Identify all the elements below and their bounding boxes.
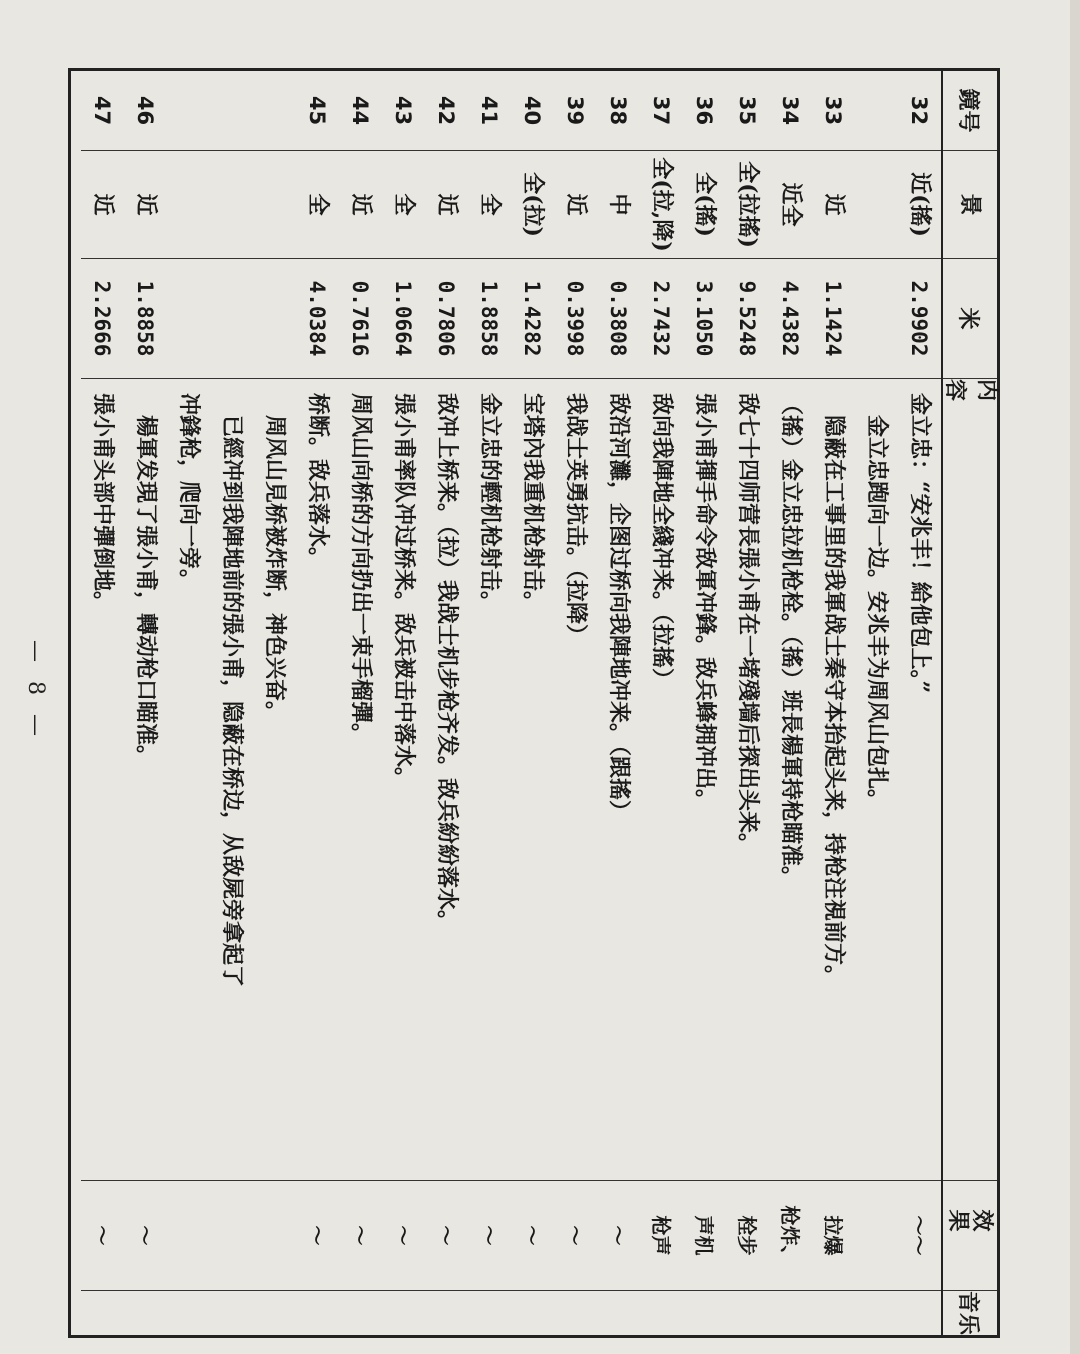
shot-table: [68, 68, 1000, 1338]
cell-shot: 近: [124, 151, 167, 259]
cell-no: 38: [597, 71, 640, 151]
cell-music: [640, 1291, 683, 1335]
cell-shot: 近: [425, 151, 468, 259]
header-shot: 景: [943, 151, 997, 259]
cell-meters: 4.0384: [296, 259, 339, 379]
cell-shot: 全(拉): [511, 151, 554, 259]
cell-music: [812, 1291, 855, 1335]
cell-effects: ～: [296, 1181, 339, 1291]
cell-effects: ～: [554, 1181, 597, 1291]
cell-shot: 近: [339, 151, 382, 259]
cell-music: [683, 1291, 726, 1335]
cell-effects: ～: [382, 1181, 425, 1291]
cell-no: 32: [898, 71, 941, 151]
cell-meters: 0.3998: [554, 259, 597, 379]
cell-music: [511, 1291, 554, 1335]
cell-content: 楊軍发現了張小甫，轉动枪口瞄准。: [124, 379, 167, 1181]
table-row: [468, 71, 511, 1335]
cell-meters: [167, 259, 210, 379]
cell-effects: ～: [511, 1181, 554, 1291]
cell-effects: [253, 1181, 296, 1291]
table-row: [726, 71, 769, 1335]
table-row: [167, 71, 210, 1335]
cell-shot: 全: [296, 151, 339, 259]
cell-music: [898, 1291, 941, 1335]
cell-effects: 枪炸、: [769, 1181, 812, 1291]
table-header: [941, 71, 1000, 1336]
table-row: [554, 71, 597, 1335]
cell-music: [124, 1291, 167, 1335]
cell-music: [210, 1291, 253, 1335]
cell-music: [554, 1291, 597, 1335]
header-content: 内 容: [943, 379, 997, 1181]
table-row: [640, 71, 683, 1335]
cell-meters: [855, 259, 898, 379]
cell-no: [855, 71, 898, 151]
cell-content: 金立忠跑向一边。安兆丰为周风山包扎。: [855, 379, 898, 1181]
cell-effects: ～: [425, 1181, 468, 1291]
cell-no: 39: [554, 71, 597, 151]
cell-content: 我战士英勇抗击。（拉降）: [554, 379, 597, 1181]
cell-no: 46: [124, 71, 167, 151]
cell-music: [81, 1291, 124, 1335]
cell-music: [253, 1291, 296, 1335]
cell-content: 周风山見桥被炸断，神色兴奋。: [253, 379, 296, 1181]
cell-music: [339, 1291, 382, 1335]
cell-music: [769, 1291, 812, 1335]
cell-content: 桥断。敌兵落水。: [296, 379, 339, 1181]
cell-meters: 0.7616: [339, 259, 382, 379]
table-row: [769, 71, 812, 1335]
table-row: [683, 71, 726, 1335]
cell-effects: ～: [339, 1181, 382, 1291]
cell-effects: 枪声: [640, 1181, 683, 1291]
cell-content: 金立忠：“安兆丰！給他包上。”: [898, 379, 941, 1181]
header-no: 鏡号: [943, 71, 997, 151]
cell-shot: [167, 151, 210, 259]
cell-meters: 1.1424: [812, 259, 855, 379]
cell-shot: 近全: [769, 151, 812, 259]
cell-content: 敌沿河灘，企图过桥向我陣地冲来。（跟搖）: [597, 379, 640, 1181]
cell-shot: 全(搖): [683, 151, 726, 259]
cell-meters: 0.3808: [597, 259, 640, 379]
header-music: 音乐: [955, 1291, 982, 1336]
cell-no: 43: [382, 71, 425, 151]
page-number: — 8 —: [23, 640, 48, 742]
cell-content: 隐蔽在工事里的我軍战士秦守本抬起头来，持枪注視前方。: [812, 379, 855, 1181]
cell-content: 周风山向桥的方向扔出一束手榴彈。: [339, 379, 382, 1181]
cell-shot: [253, 151, 296, 259]
cell-music: [296, 1291, 339, 1335]
cell-shot: 全: [468, 151, 511, 259]
cell-content: 冲鋒枪，爬向一旁。: [167, 379, 210, 1181]
cell-music: [382, 1291, 425, 1335]
table-row: [511, 71, 554, 1335]
cell-effects: ～: [468, 1181, 511, 1291]
cell-shot: 近: [812, 151, 855, 259]
cell-effects: 拉爆: [812, 1181, 855, 1291]
cell-shot: 全: [382, 151, 425, 259]
cell-effects: [855, 1181, 898, 1291]
table-row: [124, 71, 167, 1335]
cell-shot: 全(拉搖): [726, 151, 769, 259]
cell-no: [167, 71, 210, 151]
cell-no: 45: [296, 71, 339, 151]
cell-effects: ～～: [898, 1181, 941, 1291]
table-row: [425, 71, 468, 1335]
cell-content: 已經冲到我陣地前的張小甫，隐蔽在桥边，从敌屍旁拿起了: [210, 379, 253, 1181]
table-row: [210, 71, 253, 1335]
cell-meters: [253, 259, 296, 379]
table-row: [898, 71, 941, 1335]
cell-content: 張小甫揮手命令敌軍冲鋒。敌兵蜂拥冲出。: [683, 379, 726, 1181]
cell-shot: 近: [554, 151, 597, 259]
cell-no: 44: [339, 71, 382, 151]
cell-effects: 栓步: [726, 1181, 769, 1291]
cell-content: 敌冲上桥来。（拉）我战士机步枪齐发。敌兵紛紛落水。: [425, 379, 468, 1181]
cell-meters: 2.7432: [640, 259, 683, 379]
cell-shot: 中: [597, 151, 640, 259]
cell-meters: 1.4282: [511, 259, 554, 379]
cell-music: [597, 1291, 640, 1335]
cell-content: 張小甫头部中彈倒地。: [81, 379, 124, 1181]
table-row: [339, 71, 382, 1335]
cell-no: 37: [640, 71, 683, 151]
table-body: [81, 71, 941, 1335]
cell-meters: 0.7806: [425, 259, 468, 379]
cell-effects: [167, 1181, 210, 1291]
header-meters: 米: [943, 259, 997, 379]
cell-content: （搖）金立忠拉机枪栓。（搖）班長楊軍持枪瞄准。: [769, 379, 812, 1181]
cell-no: [253, 71, 296, 151]
cell-effects: 声机: [683, 1181, 726, 1291]
table-row: [296, 71, 339, 1335]
cell-no: 36: [683, 71, 726, 151]
header-effects: 效 果: [943, 1181, 997, 1291]
cell-no: 42: [425, 71, 468, 151]
table-row: [382, 71, 425, 1335]
cell-shot: [855, 151, 898, 259]
cell-content: 敌向我陣地全綫冲来。（拉搖）: [640, 379, 683, 1181]
cell-effects: ～: [81, 1181, 124, 1291]
cell-no: 33: [812, 71, 855, 151]
table-row: [81, 71, 124, 1335]
cell-music: [167, 1291, 210, 1335]
cell-effects: ～: [597, 1181, 640, 1291]
table-row: [812, 71, 855, 1335]
table-row: [253, 71, 296, 1335]
cell-effects: ～: [124, 1181, 167, 1291]
cell-content: 宝塔內我重机枪射击。: [511, 379, 554, 1181]
cell-no: 47: [81, 71, 124, 151]
cell-music: [726, 1291, 769, 1335]
cell-content: 敌七十四师营長張小甫在一堵殘墙后探出头来。: [726, 379, 769, 1181]
cell-meters: 9.5248: [726, 259, 769, 379]
table-row: [855, 71, 898, 1335]
cell-meters: 4.4382: [769, 259, 812, 379]
cell-shot: 全(拉,降): [640, 151, 683, 259]
cell-meters: [210, 259, 253, 379]
cell-content: 金立忠的輕机枪射击。: [468, 379, 511, 1181]
cell-music: [425, 1291, 468, 1335]
cell-no: 35: [726, 71, 769, 151]
cell-meters: 1.8858: [468, 259, 511, 379]
cell-no: 41: [468, 71, 511, 151]
cell-meters: 2.9902: [898, 259, 941, 379]
cell-no: 40: [511, 71, 554, 151]
cell-meters: 3.1050: [683, 259, 726, 379]
cell-meters: 1.0664: [382, 259, 425, 379]
cell-shot: [210, 151, 253, 259]
cell-content: 張小甫率队冲过桥来。敌兵被击中落水。: [382, 379, 425, 1181]
cell-shot: 近(搖): [898, 151, 941, 259]
cell-music: [855, 1291, 898, 1335]
cell-meters: 1.8858: [124, 259, 167, 379]
cell-music: [468, 1291, 511, 1335]
cell-no: 34: [769, 71, 812, 151]
cell-shot: 近: [81, 151, 124, 259]
cell-effects: [210, 1181, 253, 1291]
cell-no: [210, 71, 253, 151]
cell-meters: 2.2666: [81, 259, 124, 379]
table-row: [597, 71, 640, 1335]
